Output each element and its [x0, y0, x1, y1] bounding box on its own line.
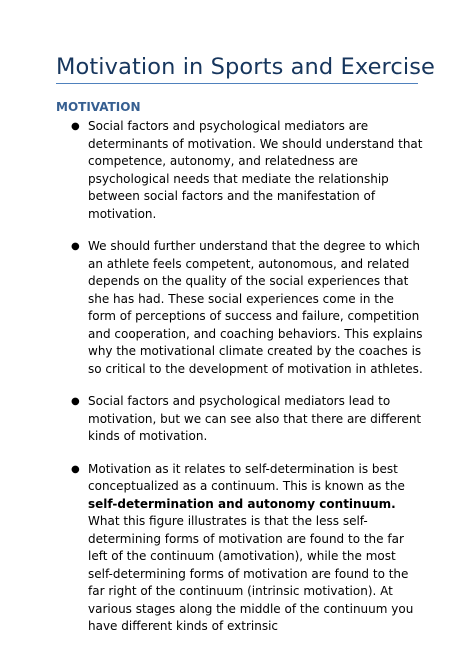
bullet-icon: ● — [71, 241, 80, 252]
bullet-text: We should further understand that the degree to which an athlete feels competent, autonomous, and related depends on the quality of the social experiences that she has had. These social experiences come in the form of perceptions of success and failure, competition and cooperation, and coaching behaviors. This explains why the motivational climate created by the coaches is so critical to the development of motivation in athletes. — [88, 239, 423, 376]
bullet-text-before: Motivation as it relates to self-determination is best conceptualized as a continuum. This is known as the — [88, 461, 405, 493]
bullet-list — [64, 118, 424, 651]
bullet-icon: ● — [71, 396, 80, 407]
bullet-text — [88, 461, 424, 636]
list-item — [64, 393, 424, 446]
section-heading: MOTIVATION — [56, 100, 141, 114]
bullet-text: Social factors and psychological mediators are determinants of motivation. We should understand that competence, autonomy, and relatedness are psychological needs that mediate the relationship between social factors and the manifestation of motivation. — [88, 119, 423, 221]
list-item — [64, 118, 424, 223]
bullet-text-after: What this figure illustrates is that the less self-determining forms of motivation are found to the far left of the continuum (amotivation), while the most self-determining forms of motivation are found to the far right of the continuum (intrinsic motivation). At various stages along the middle of the continuum you have different kinds of extrinsic — [88, 514, 414, 633]
list-item — [64, 461, 424, 636]
list-item — [64, 238, 424, 378]
document-title: Motivation in Sports and Exercise — [56, 54, 435, 80]
bullet-icon: ● — [71, 463, 80, 475]
title-underline — [56, 83, 418, 84]
bullet-text-bold: self-determination and autonomy continuum. — [88, 496, 396, 511]
bullet-icon: ● — [71, 121, 80, 132]
bullet-text: Social factors and psychological mediators lead to motivation, but we can see also that there are different kinds of motivation. — [88, 394, 422, 443]
